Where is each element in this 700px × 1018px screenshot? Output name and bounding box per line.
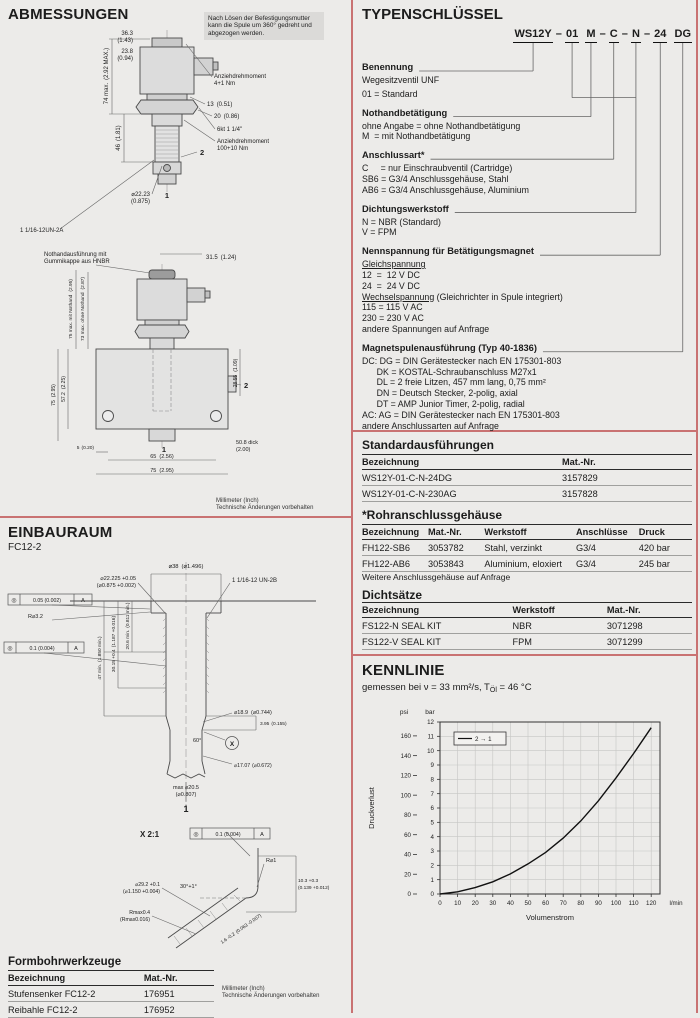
chart-text: 60 [404, 831, 411, 839]
table-cell: 3053782 [428, 540, 484, 556]
type-code-token: N [631, 29, 641, 43]
kennlinie-subtitle: gemessen bei ν = 33 mm²/s, $T_{Öl} = 46$ °C [362, 682, 532, 694]
dim-label: ⌀22.23 [131, 192, 150, 198]
dichtsaetze-heading: Dichtsätze [362, 588, 423, 602]
chart-text: 70 [559, 900, 567, 907]
port-1-label: 1 [183, 804, 189, 814]
chart-text: 30 [489, 900, 497, 907]
formbohrwerkzeuge-heading: Formbohrwerkzeuge [8, 956, 122, 968]
type-code-token: 01 [565, 29, 579, 43]
column-header: Bezeichnung [362, 525, 428, 540]
dim-label: 31.5 (1.24) [206, 255, 237, 261]
ts-line: andere Spannungen auf Anfrage [362, 323, 490, 334]
dim-label: (1.43) [117, 38, 133, 44]
einbauraum-heading: EINBAURAUM [8, 524, 113, 541]
legend [454, 732, 506, 745]
table-row [362, 634, 692, 650]
table-row [362, 556, 692, 572]
dim-label: 3.95 (0.155) [260, 722, 287, 727]
dim-label: (⌀0.807) [175, 792, 197, 798]
dim-label: (0.875) [130, 199, 150, 205]
column-header: Mat.-Nr. [428, 525, 484, 540]
table-cell: G3/4 [576, 556, 639, 572]
units-note: Millimeter (Inch) Technische Änderungen vorbehalten [216, 498, 314, 511]
dim-label: 30.15 +0.4(1.187 +0.016) [112, 615, 117, 673]
dim-label: (0.139 +0.012) [298, 886, 330, 891]
table-cell: Aluminium, eloxiert [484, 556, 576, 572]
port-2-label: 2 [244, 381, 249, 390]
chart-text: 12 [427, 719, 434, 727]
chart-text: 50 [524, 900, 532, 907]
ts-line: andere Anschlussarten auf Anfrage [362, 420, 499, 431]
svg-text:0.05 (0.002): 0.05 (0.002) [33, 598, 61, 604]
table-cell: WS12Y-01-C-N-24DG [362, 470, 562, 486]
dim-label: Anziehdrehmoment [214, 74, 267, 80]
table-cell: FS122-N SEAL KIT [362, 618, 513, 634]
ts-group-label: Nothandbetätigung [362, 107, 448, 118]
tolerance-frame-3 [190, 828, 270, 839]
rohranschlussgehaeuse-note: Weitere Anschlussgehäuse auf Anfrage [362, 572, 511, 582]
dim-label: ⌀18.9 (⌀0.744) [234, 710, 272, 716]
chart-text: 11 [427, 733, 434, 741]
left-section-divider [0, 516, 351, 518]
thread-spec-label: 1 1/16-12UN-2A [20, 228, 64, 234]
dim-label: (Rmax0.016) [120, 917, 150, 923]
ts-line: M = mit Nothandbetätigung [362, 131, 471, 142]
dim-label: (⌀1.150 +0.004) [122, 889, 160, 895]
dim-label: 23.8 [121, 49, 133, 55]
chart-text: 0 [430, 891, 434, 899]
table-cell: FH122-SB6 [362, 540, 428, 556]
chart-text: 4 [430, 833, 434, 841]
svg-text:0.1 (0.004): 0.1 (0.004) [29, 646, 55, 652]
ts-line: Wegesitzventil UNF [362, 75, 440, 85]
chart-text: 40 [404, 851, 411, 859]
manual-override-note: Nothandausführung mit [44, 252, 107, 258]
dim-label: max ⌀20.5 [173, 785, 199, 791]
table-cell: FS122-V SEAL KIT [362, 634, 513, 650]
table-cell: FPM [513, 634, 607, 650]
rohranschlussgehaeuse-table [362, 524, 692, 572]
dim-label: 1.6 -0.2(0.063 -0.007) [220, 913, 263, 946]
chart-text: 5 [430, 819, 434, 827]
dim-label: 6kt 1 1/4" [217, 127, 243, 133]
kennlinie-heading: KENNLINIE [362, 662, 445, 679]
dim-label: 73 max. ohne Nothand(2.87) [81, 276, 86, 342]
svg-text:A: A [74, 646, 78, 652]
dim-label: R⌀3.2 [28, 614, 43, 620]
table-row [8, 1002, 214, 1018]
page-right-edge [696, 0, 698, 1013]
ts-line: DN = Deutsch Stecker, 2-polig, axial [362, 388, 518, 399]
column-header: Anschlüsse [576, 525, 639, 540]
chart-text: 20 [404, 871, 411, 879]
manual-override-note: Gummikappe aus HNBR [44, 259, 110, 265]
ts-group [362, 338, 632, 432]
column-header: Werkstoff [513, 603, 607, 618]
dim-label: 75 (2.95) [150, 468, 174, 474]
ts-group-label: Benennung [362, 62, 414, 72]
chart-text: 120 [400, 772, 411, 780]
ts-group-label: Nennspannung für Betätigungsmagnet [362, 246, 534, 257]
table-cell: Reibahle FC12-2 [8, 1002, 144, 1018]
dim-label: 20 (0.86) [214, 114, 240, 120]
chart-text: 0 [407, 891, 411, 899]
table-cell: FH122-AB6 [362, 556, 428, 572]
table-cell: G3/4 [576, 540, 639, 556]
table-row [362, 618, 692, 634]
port-2-label: 2 [200, 148, 205, 157]
ts-line: DT = AMP Junior Timer, 2-polig, radial [362, 398, 525, 409]
ts-group-label: Magnetspulenausführung (Typ 40-1836) [362, 342, 537, 353]
ts-line: AB6 = G3/4 Anschlussgehäuse, Aluminium [362, 184, 529, 195]
table-cell: 3157829 [562, 470, 692, 486]
table-cell: WS12Y-01-C-N-230AG [362, 486, 562, 502]
standardausfuehrungen-heading: Standardausführungen [362, 438, 495, 452]
ts-line: Wechselspannung (Gleichrichter in Spule integriert) [362, 291, 563, 302]
ts-line: Gleichspannung [362, 259, 426, 270]
table-cell: 245 bar [639, 556, 692, 572]
type-code-token: M [585, 29, 596, 43]
type-code-token: WS12Y [513, 29, 552, 43]
ts-line: N = NBR (Standard) [362, 216, 441, 227]
type-code-separator: – [552, 28, 565, 40]
chart-text: 9 [430, 762, 434, 770]
chart-text: 120 [646, 900, 657, 907]
dim-label: 47 min.(1.850 min.) [98, 636, 103, 680]
dim-label: 10.3 +0.3 [298, 879, 319, 884]
valve-with-housing-drawing [0, 246, 348, 498]
svg-text:◎: ◎ [11, 598, 17, 604]
ts-group [362, 241, 632, 335]
ts-line: 115 = 115 V AC [362, 302, 423, 313]
ts-line: 230 = 230 V AC [362, 313, 424, 324]
table-cell: 176951 [144, 986, 214, 1002]
chart-text: 2 → 1 [475, 736, 492, 743]
column-header: Bezeichnung [362, 455, 562, 470]
ts-line: DC: DG = DIN Gerätestecker nach EN 175301-803 [362, 355, 562, 366]
chart-text: bar [425, 709, 435, 716]
column-header: Mat.-Nr. [144, 971, 214, 986]
dim-label: 13 (0.51) [207, 102, 233, 108]
dim-label: 36.3 [121, 31, 133, 37]
dim-label: ⌀29.2 +0.1 [135, 882, 160, 888]
dim-label: 74 max.(2.92 MAX.) [104, 47, 110, 105]
dimension-lines [44, 574, 256, 802]
type-code-token: DG [674, 29, 693, 43]
chart-text: 3 [430, 848, 434, 856]
angle-label: 60° [193, 738, 202, 744]
table-cell: Stufensenker FC12-2 [8, 986, 144, 1002]
dim-label: 5 (0.20) [76, 446, 94, 451]
dim-label: 20.6 min.(0.811 min.) [126, 602, 131, 650]
detail-dimension-lines [152, 832, 296, 934]
chart-text: 0 [438, 900, 442, 907]
table-row [362, 540, 692, 556]
dim-label: ⌀17.07 (⌀0.672) [234, 763, 272, 769]
table-row [362, 470, 692, 486]
port-1-label: 1 [164, 191, 170, 200]
dim-label: Rmax0.4 [129, 910, 150, 916]
table-cell: 3053843 [428, 556, 484, 572]
table-row [8, 986, 214, 1002]
table-cell: 420 bar [639, 540, 692, 556]
typenschluessel-section [362, 6, 694, 431]
chart-text: 160 [400, 733, 411, 741]
chart-text: 10 [427, 747, 434, 755]
cavity-drawing [0, 556, 348, 956]
dim-label: 4+1 Nm [214, 81, 236, 87]
chart-text: 100 [610, 900, 622, 907]
chart-text: 20 [471, 900, 479, 907]
detail-profile [168, 848, 258, 948]
cavity-profile [70, 601, 316, 778]
ts-line: C = nur Einschraubventil (Cartridge) [362, 163, 513, 174]
chart-text: 7 [430, 790, 434, 798]
right-divider-2 [353, 654, 696, 656]
tolerance-frame-1 [8, 594, 92, 605]
type-code-separator: – [596, 28, 609, 40]
dim-label: (0.94) [117, 56, 133, 62]
column-header: Bezeichnung [8, 971, 144, 986]
dim-label: 100+10 Nm [217, 146, 249, 152]
chart-text: l/min [669, 900, 683, 907]
thread-spec-label: 1 1/16-12 UN-2B [232, 578, 278, 584]
chart-text: 1 [430, 876, 434, 884]
ts-group-label: Anschlussart* [362, 150, 425, 161]
detail-callout: X [229, 741, 235, 748]
svg-text:A: A [81, 598, 85, 604]
chart-text: Druckverlust [367, 787, 376, 829]
ts-line: DK = KOSTAL-Schraubanschluss M27x1 [362, 366, 537, 377]
dim-label: ⌀38 (⌀1.496) [168, 564, 204, 570]
svg-text:A: A [260, 832, 264, 838]
dichtsaetze-table [362, 602, 692, 650]
tolerance-frame-2 [4, 642, 84, 653]
dim-label: Anziehdrehmoment [217, 139, 270, 145]
ts-line: AC: AG = DIN Gerätestecker nach EN 175301-803 [362, 409, 560, 420]
table-cell: 176952 [144, 1002, 214, 1018]
ts-group [362, 199, 632, 239]
ts-line: DL = 2 freie Litzen, 457 mm lang, 0,75 mm² [362, 377, 546, 388]
dim-label: 57.2(2.25) [61, 376, 67, 402]
units-note: Millimeter (Inch) Technische Änderungen vorbehalten [222, 986, 320, 999]
chart-text: 100 [400, 792, 411, 800]
chart-text: 2 [430, 862, 434, 870]
table-row [362, 486, 692, 502]
valve-outline [96, 270, 236, 441]
column-header: Werkstoff [484, 525, 576, 540]
detail-title: X 2:1 [140, 830, 160, 839]
ts-group [362, 103, 632, 143]
abmessungen-heading: ABMESSUNGEN [8, 6, 129, 23]
pressure-drop-chart [362, 698, 692, 948]
column-divider [351, 0, 353, 1013]
ts-group-label: Dichtungswerkstoff [362, 203, 449, 214]
chart-text: 8 [430, 776, 434, 784]
chart-text: psi [399, 709, 409, 716]
column-header: Druck [639, 525, 692, 540]
port-1-label: 1 [161, 445, 167, 454]
chart-text: 80 [577, 900, 585, 907]
ts-line: 12 = 12 V DC [362, 269, 420, 280]
column-header: Mat.-Nr. [607, 603, 692, 618]
dim-label: 28.55(1.09) [233, 358, 239, 388]
ts-line: 24 = 24 V DC [362, 280, 420, 291]
table-cell: 3071299 [607, 634, 692, 650]
dim-label: R⌀1 [266, 858, 277, 864]
dim-label: (⌀0.875 +0.002) [96, 583, 136, 589]
typenschluessel-groups [362, 57, 632, 431]
ts-line: V = FPM [362, 227, 397, 238]
svg-text:◎: ◎ [193, 832, 199, 838]
table-cell: NBR [513, 618, 607, 634]
chart-text: 90 [594, 900, 602, 907]
ts-group [362, 89, 632, 100]
cavity-code: FC12-2 [8, 542, 42, 553]
angle-label: 30°+1° [180, 884, 197, 890]
type-code-separator: – [640, 28, 654, 40]
chart-text: 140 [400, 752, 411, 760]
dim-label: 75(2.95) [51, 384, 57, 406]
ts-line: SB6 = G3/4 Anschlussgehäuse, Stahl [362, 173, 509, 184]
ts-line: 01 = Standard [362, 88, 418, 99]
ts-group [362, 57, 632, 86]
rohranschlussgehaeuse-heading: *Rohranschlussgehäuse [362, 508, 503, 522]
coil-rotation-note: Nach Lösen der Befestigungsmutter kann die Spule um 360° gedreht und abgezogen werden. [204, 12, 324, 40]
svg-text:◎: ◎ [7, 646, 13, 652]
chart-text: 40 [506, 900, 514, 907]
type-code-token: 24 [653, 29, 667, 43]
standardausfuehrungen-table [362, 454, 692, 502]
table-cell: 3071298 [607, 618, 692, 634]
column-header: Bezeichnung [362, 603, 513, 618]
type-code-token: C [609, 29, 619, 43]
dim-label: (2.00) [236, 447, 251, 453]
svg-text:0.1 (0.004): 0.1 (0.004) [215, 832, 241, 838]
chart-text: 60 [542, 900, 550, 907]
dim-label: 50.8 dick [236, 440, 259, 446]
typenschluessel-heading: TYPENSCHLÜSSEL [362, 6, 503, 23]
formbohrwerkzeuge-table [8, 970, 214, 1018]
type-code [513, 28, 692, 43]
chart-text: 10 [454, 900, 462, 907]
valve-dimension-drawing [0, 26, 348, 242]
table-cell: 3157828 [562, 486, 692, 502]
ts-line: ohne Angabe = ohne Nothandbetätigung [362, 120, 521, 131]
dim-label: 46(1.81) [116, 125, 122, 151]
chart-text: 80 [404, 812, 411, 820]
type-code-separator: – [618, 28, 631, 40]
dim-label: 75 max. mit Nothand(2.95) [69, 279, 74, 339]
chart-text: 110 [628, 900, 639, 907]
table-cell: Stahl, verzinkt [484, 540, 576, 556]
chart-text: Volumenstrom [526, 913, 574, 922]
column-header: Mat.-Nr. [562, 455, 692, 470]
dim-label: 65 (2.56) [150, 454, 174, 460]
ts-group [362, 145, 632, 195]
chart-text: 6 [430, 805, 434, 813]
dim-label: ⌀22.225 +0.05 [100, 576, 136, 582]
